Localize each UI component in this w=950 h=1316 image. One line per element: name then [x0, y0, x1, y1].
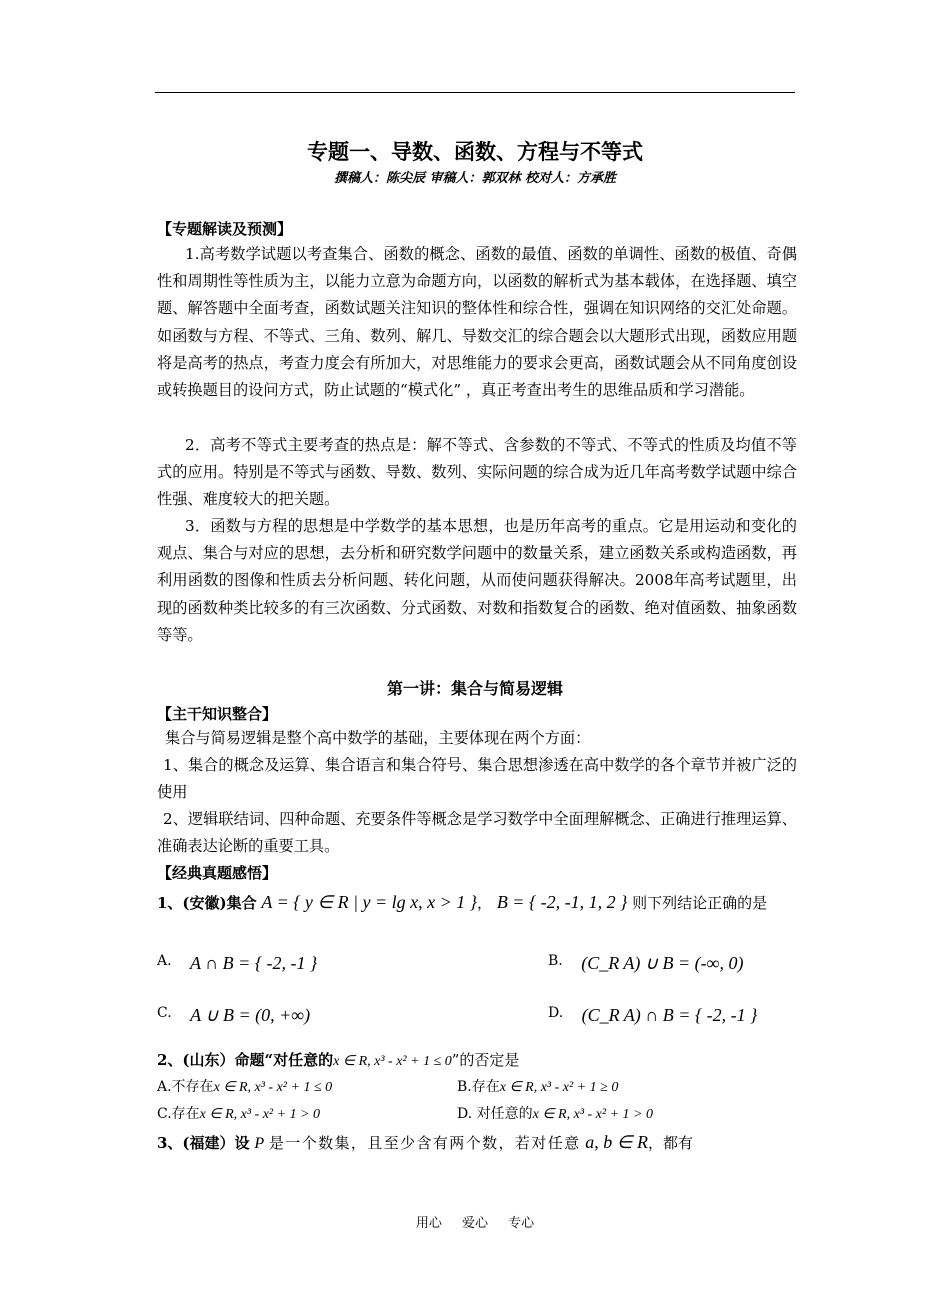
subheading-classic-questions: 【经典真题感悟】	[157, 864, 278, 882]
question-1-set-b: B = { -2, -1, 1, 2 }	[496, 892, 628, 912]
question-2-prefix: 2、(山东）命题“对任意的	[157, 1051, 334, 1069]
question-3-stem	[157, 1132, 693, 1153]
option-a-label: A.	[157, 953, 172, 969]
option-b-expr: (C_R A) ∪ B = (-∞, 0)	[581, 953, 744, 973]
question-1-option-d	[548, 1005, 757, 1026]
question-2-option-a	[157, 1076, 332, 1096]
option-c-expr: A ∪ B = (0, +∞)	[190, 1005, 311, 1025]
question-1-option-a	[157, 953, 317, 974]
option-b-label: B.	[548, 953, 563, 969]
question-3-set-p: P	[254, 1135, 265, 1152]
option-d-label: D.	[548, 1005, 564, 1021]
paragraph-2	[157, 432, 797, 514]
question-1-prefix: 1、(安徽)集合	[157, 894, 257, 912]
question-1-option-c	[157, 1005, 310, 1026]
question-3-prefix: 3、(福建）设	[157, 1134, 250, 1152]
subheading-knowledge: 【主干知识整合】	[157, 705, 278, 723]
question-2-option-d	[457, 1103, 653, 1123]
option-d-expr: (C_R A) ∩ B = { -2, -1 }	[581, 1005, 758, 1025]
question-1-option-b	[548, 953, 744, 974]
q2-option-d-math: x ∈ R, x³ - x² + 1 > 0	[532, 1107, 653, 1122]
author-credits: 撰稿人：陈尖辰 审稿人：郭双林 校对人：方承胜	[333, 171, 617, 186]
q2-option-b-label: B.存在	[457, 1079, 500, 1095]
paragraph-3	[157, 513, 797, 649]
paragraph-3-text: 3．函数与方程的思想是中学数学的基本思想，也是历年高考的重点。它是用运动和变化的观点、集合与对应的思想，去分析和研究数学问题中的数量关系，建立函数关系或构造函数，再利用函数的图像和性质去分析问题、转化问题，从而使问题获得解决。2008年高考试题里，出现的函数种类比较多的有三次函数、分式函数、对数和指数复合的函数、绝对值函数、抽象函数等等。	[157, 517, 797, 644]
footer-text-1: 用心	[415, 1216, 442, 1231]
q2-option-c-label: C.存在	[157, 1106, 200, 1122]
question-1-suffix: 则下列结论正确的是	[632, 894, 768, 912]
q2-option-c-math: x ∈ R, x³ - x² + 1 > 0	[199, 1107, 321, 1122]
question-3-math: a, b ∈ R	[585, 1132, 648, 1152]
question-2-option-b	[457, 1076, 618, 1096]
paragraph-1-text: 1.高考数学试题以考查集合、函数的概念、函数的最值、函数的单调性、函数的极值、奇偶性和周期性等性质为主，以能力立意为命题方向，以函数的解析式为基本载体，在选择题、填空题、解答题中全面考查，函数试题关注知识的整体性和综合性，强调在知识网络的交汇处命题。如函数与方程、不等式、三角、数列、解几、导数交汇的综合题会以大题形式出现，函数应用题将是高考的热点，考查力度会有所加大，对思维能力的要求会更高，函数试题会从不同角度创设或转换题目的设问方式，防止试题的“模式化” ，真正考查出考生的思维品质和学习潜能。	[157, 245, 797, 400]
q2-option-a-label: A.不存在	[157, 1079, 214, 1095]
question-1-set-a: A = { y ∈ R | y = lg x, x > 1 }	[261, 892, 478, 912]
lecture-line-1: 集合与简易逻辑是整个高中数学的基础，主要体现在两个方面：	[165, 729, 591, 747]
q2-option-a-math: x ∈ R, x³ - x² + 1 ≤ 0	[213, 1080, 333, 1095]
question-1-comma: ，	[477, 894, 493, 912]
paragraph-2-text: 2．高考不等式主要考查的热点是：解不等式、含参数的不等式、不等式的性质及均值不等式的应用。特别是不等式与函数、导数、数列、实际问题的综合成为近几年高考数学试题中综合性强、难度较大的把关题。	[157, 436, 797, 509]
question-2-stem-math: x ∈ R, x³ - x² + 1 ≤ 0	[333, 1054, 452, 1069]
option-a-expr: A ∩ B = { -2, -1 }	[190, 953, 318, 973]
page-title: 专题一、导数、函数、方程与不等式	[307, 140, 643, 164]
paragraph-1	[157, 241, 797, 404]
lecture-line-3: 2、逻辑联结词、四种命题、充要条件等概念是学习数学中全面理解概念、正确进行推理运算、准确表达论断的重要工具。	[157, 810, 797, 856]
section-heading-interpretation: 【专题解读及预测】	[157, 220, 293, 238]
q2-option-d-label: D. 对任意的	[457, 1106, 533, 1122]
question-2-suffix: ”的否定是	[451, 1051, 520, 1069]
lecture-line-2: 1、集合的概念及运算、集合语言和集合符号、集合思想渗透在高中数学的各个章节并被广泛的使用	[157, 756, 797, 802]
footer-text-3: 专心	[508, 1216, 535, 1231]
question-3-suffix: ，都有	[647, 1134, 693, 1152]
question-2-option-c	[157, 1103, 320, 1123]
footer-text-2: 爱心	[461, 1216, 488, 1231]
option-c-label: C.	[157, 1005, 172, 1021]
question-1-stem	[157, 892, 767, 913]
question-3-middle: 是一个数集，且至少含有两个数，若对任意	[268, 1134, 581, 1152]
lecture-heading: 第一讲：集合与简易逻辑	[386, 679, 563, 698]
page-footer	[0, 1212, 950, 1231]
q2-option-b-math: x ∈ R, x³ - x² + 1 ≥ 0	[499, 1080, 619, 1095]
header-rule	[155, 92, 795, 93]
question-2-stem	[157, 1049, 519, 1070]
